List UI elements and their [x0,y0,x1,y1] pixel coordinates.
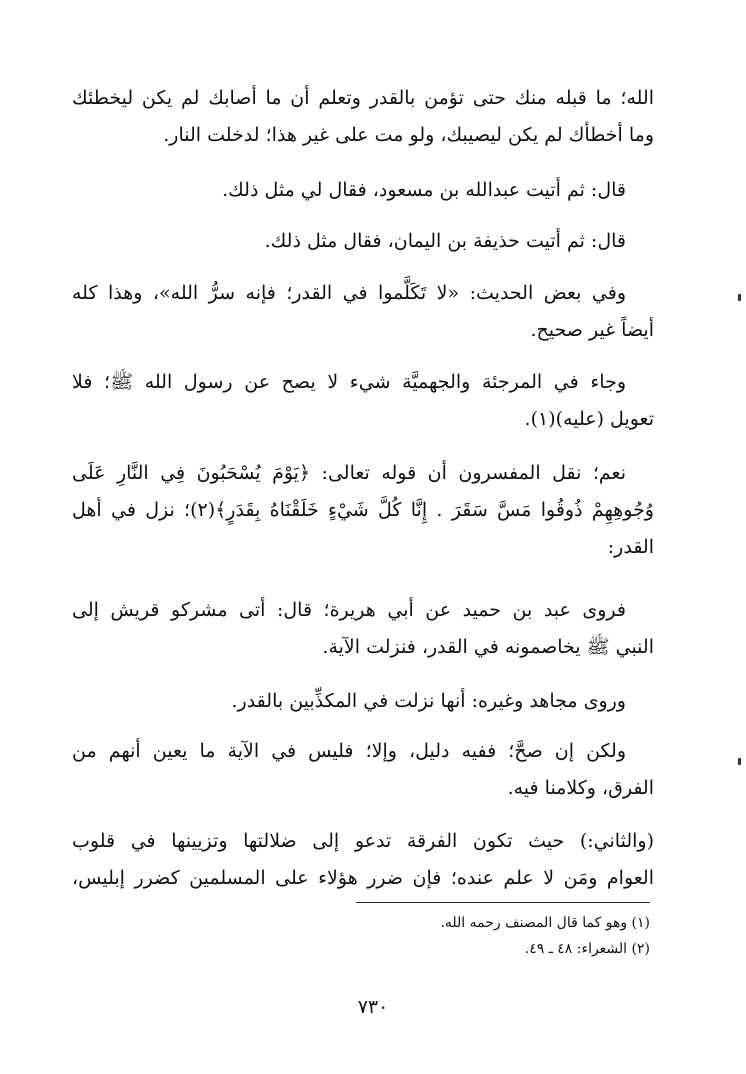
body-text [72,683,654,720]
body-line: نعم؛ نقل المفسرون أن قوله تعالى: ﴿يَوْمَ يُسْحَبُونَ فِي النَّارِ عَلَى [72,462,626,484]
body-line: قال: ثم أتيت حذيفة بن اليمان، فقال مثل ذلك. [264,230,626,252]
body-line: النبي ﷺ يخاصمونه في القدر، فنزلت الآية. [322,636,654,658]
body-line: وجاء في المرجئة والجهميَّة شيء لا يصح عن رسول الله ﷺ؛ فلا [72,371,626,393]
body-line: الله؛ ما قبله منك حتى تؤمن بالقدر وتعلم أن ما أصابك لم يكن ليخطئك [72,87,654,109]
body-line: ولكن إن صحَّ؛ ففيه دليل، وإلا؛ فليس في الآية ما يعين أنهم من [72,740,626,762]
body-line: أيضاً غير صحيح. [530,319,654,341]
footnotes [300,910,650,962]
body-line: وُجُوهِهِمْ ذُوقُوا مَسَّ سَقَرَ . إِنَّا كُلَّ شَيْءٍ خَلَقْنَاهُ بِقَدَرٍ﴾(٢)؛ نزل في أهل [72,499,654,521]
body-line: العوام ومَن لا علم عنده؛ فإن ضرر هؤلاء على المسلمين كضرر إبليس، [72,867,654,889]
body-line: قال: ثم أتيت عبدالله بن مسعود، فقال لي مثل ذلك. [222,179,626,201]
body-text [72,733,654,807]
body-line: الفرق، وكلامنا فيه. [507,777,654,799]
body-line: وفي بعض الحديث: «لا تَكَلَّموا في القدر؛ فإنه سرُّ الله»، وهذا كله [72,282,626,304]
body-line: وما أخطأك لم يكن ليصيبك، ولو مت على غير هذا؛ لدخلت النار. [163,124,654,146]
body-text [72,172,654,209]
margin-mark [738,294,741,301]
body-text [72,823,654,897]
body-line: تعويل (عليه)(١). [524,408,654,430]
margin-mark [738,758,741,765]
footnote: (٢) الشعراء: ٤٨ ـ ٤٩. [524,941,650,957]
body-line: القدر: [607,536,654,558]
page-number: ٧٣٠ [357,996,389,1018]
footnote: (١) وهو كما قال المصنف رحمه الله. [440,915,650,931]
body-text [72,364,654,438]
body-text [72,223,654,260]
body-text [72,592,654,666]
body-line: فروى عبد بن حميد عن أبي هريرة؛ قال: أتى مشركو قريش إلى [72,599,626,621]
body-text [72,275,654,349]
body-line: (والثاني:) حيث تكون الفرقة تدعو إلى ضلالتها وتزيينها في قلوب [72,830,654,852]
body-text [72,455,654,566]
body-line: وروى مجاهد وغيره: أنها نزلت في المكذِّبين بالقدر. [231,690,626,712]
body-text [72,80,654,154]
footnote-separator [356,902,650,903]
